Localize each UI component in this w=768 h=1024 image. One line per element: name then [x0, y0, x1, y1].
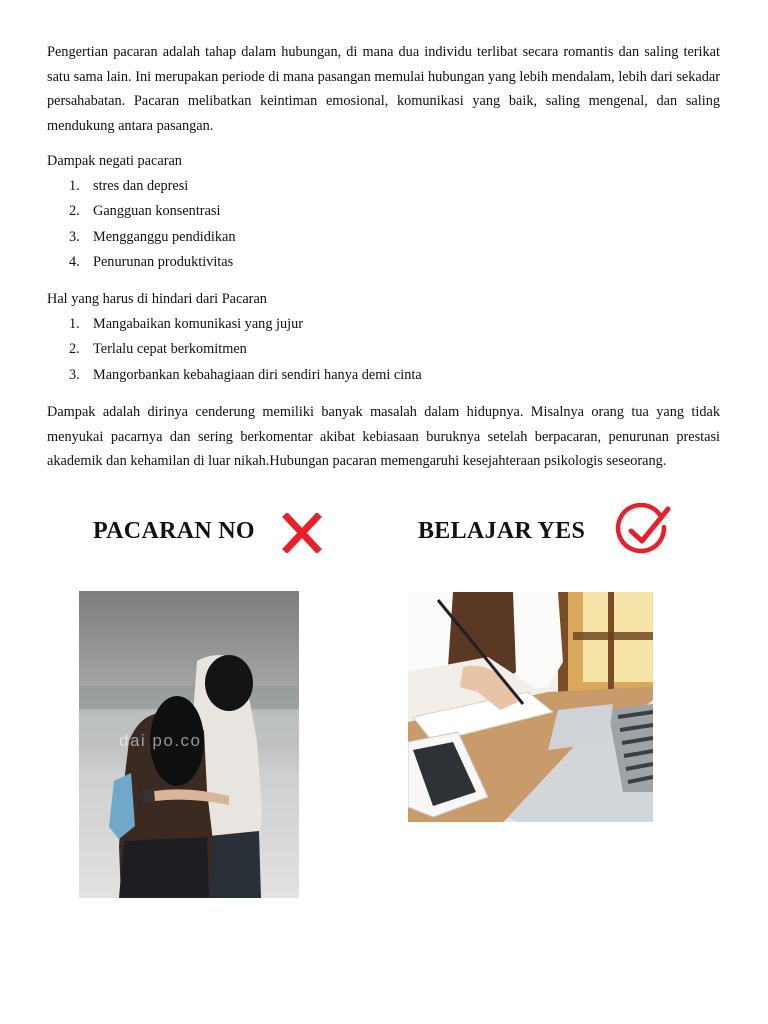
check-circle-icon [612, 503, 674, 559]
list-item-text: Mangabaikan komunikasi yang jujur [93, 316, 304, 332]
list-item-number: 2. [69, 203, 80, 220]
list-item-number: 4. [69, 253, 80, 270]
couple-photo [79, 591, 299, 898]
cross-icon [282, 513, 322, 553]
intro-paragraph: Pengertian pacaran adalah tahap dalam hubungan, di mana dua individu terlibat secara romantis dan saling terikat satu sama lain. Ini merupakan periode di mana pasangan memulai hubungan yang lebih mendalam, lebih dari sekadar persahabatan. Pacaran melibatkan keintiman emosional, komunikasi yang baik, saling mengenal, dan saling mendukung antara pasangan. [47, 44, 720, 134]
impact-heading: Dampak negati pacaran [47, 153, 182, 169]
list-item-text: Gangguan konsentrasi [93, 203, 221, 220]
list-item-number: 2. [69, 341, 80, 358]
list-item-text: Mengganggu pendidikan [93, 228, 236, 245]
avoid-heading: Hal yang harus di hindari dari Pacaran [47, 291, 267, 307]
list-item-text: Terlalu cepat berkomitmen [93, 341, 247, 358]
list-item-text: Penurunan produktivitas [93, 253, 234, 270]
photo-watermark: dai po.co [119, 731, 202, 750]
list-item-number: 1. [69, 316, 80, 332]
list-item-number: 1. [69, 178, 80, 194]
list-item-number: 3. [69, 228, 80, 245]
list-item-text: Mangorbankan kebahagiaan diri sendiri hanya demi cinta [93, 366, 422, 383]
closing-paragraph: Dampak adalah dirinya cenderung memiliki banyak masalah dalam hidupnya. Misalnya orang tua yang tidak menyukai pacarnya dan sering berkomentar akibat kebiasaan buruknya setelah berpacaran, penurunan prestasi akademik dan kehamilan di luar nikah.Hubungan pacaran memengaruhi kesejahteraan psikologis seseorang. [47, 404, 720, 470]
list-item-text: stres dan depresi [93, 178, 189, 194]
study-photo [408, 592, 653, 822]
list-item-number: 3. [69, 366, 80, 383]
banner-pacaran-no: PACARAN NO [93, 518, 255, 544]
banner-belajar-yes: BELAJAR YES [418, 518, 586, 544]
